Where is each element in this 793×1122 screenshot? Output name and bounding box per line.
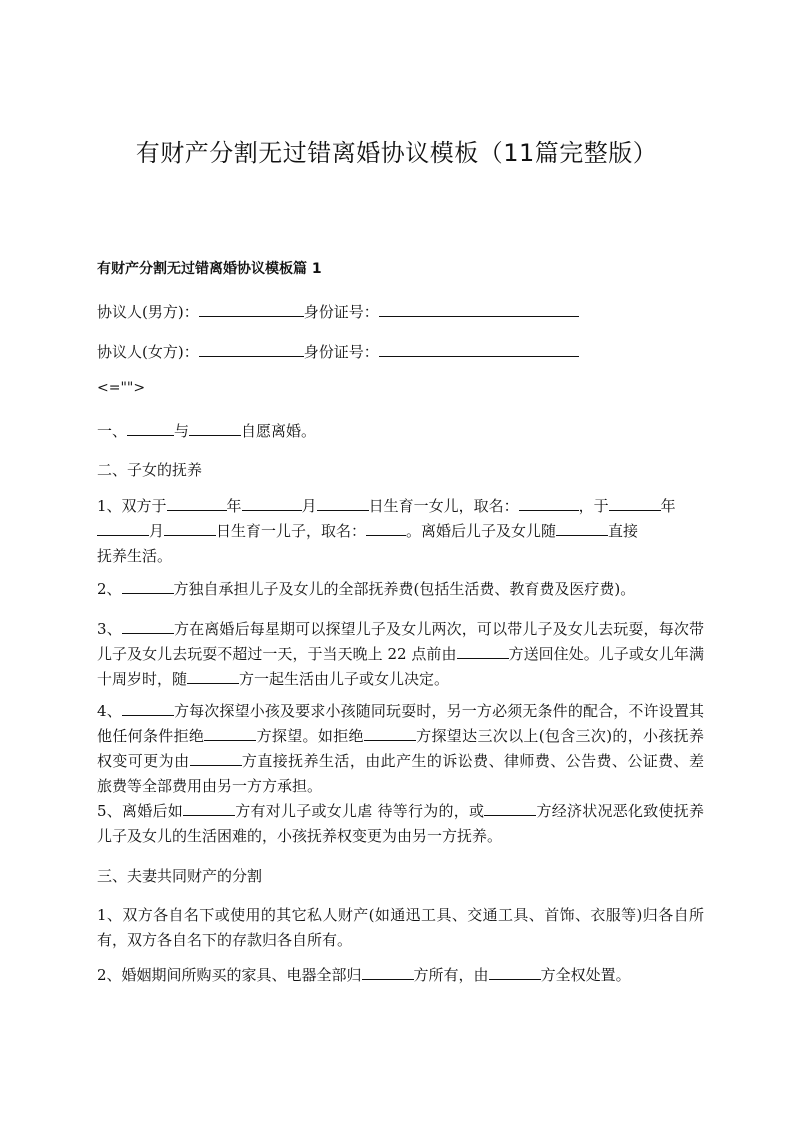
clause-text: 5、离婚后如 <box>97 802 184 820</box>
clause-text: ，于 <box>578 497 609 515</box>
clause-text: 自愿离婚。 <box>241 422 317 440</box>
clause-text: 抚养生活。 <box>97 547 173 565</box>
blank-field <box>366 520 406 536</box>
clause-2-heading: 二、子女的抚养 <box>97 461 203 479</box>
clause-text: 1、双方于 <box>97 497 167 515</box>
clause-2-1 <box>97 494 704 569</box>
party-female-line <box>97 340 704 365</box>
blank-field <box>122 618 174 634</box>
party-male-label: 协议人(男方)： <box>97 303 199 321</box>
blank-field <box>379 301 579 317</box>
blank-field <box>242 495 302 511</box>
blank-field <box>489 964 541 980</box>
clause-3-2 <box>97 963 704 988</box>
blank-field <box>122 700 174 716</box>
id-label: 身份证号： <box>303 303 379 321</box>
clause-text: 与 <box>174 422 190 440</box>
clause-text: 直接 <box>608 522 639 540</box>
clause-1 <box>97 419 704 444</box>
blank-field <box>519 495 579 511</box>
clause-text: 方直接抚养生活，由此产生的诉讼费、律师费、公告费、公证费、差旅费等全部费用由另一方方承担。 <box>97 752 704 795</box>
clause-text: 方探望达三次以上(包含三次)的，小孩抚养权变可更为由 <box>97 727 704 770</box>
blank-field <box>457 643 509 659</box>
clause-text: 2、 <box>97 580 122 598</box>
clause-text: 方每次探望小孩及要求小孩随同玩耍时，另一方必须无条件的配合，不许设置其他任何条件拒绝 <box>97 702 704 745</box>
clause-text: 。离婚后儿子及女儿随 <box>406 522 557 540</box>
party-female-label: 协议人(女方)： <box>97 343 199 361</box>
clause-text: 方探望。如拒绝 <box>256 727 364 745</box>
stray-markup: <=""> <box>97 380 146 396</box>
blank-field <box>484 800 536 816</box>
blank-field <box>190 750 242 766</box>
clause-2-5 <box>97 799 704 849</box>
clause-text: 年 <box>226 497 242 515</box>
blank-field <box>122 578 174 594</box>
clause-2-2 <box>97 577 704 602</box>
blank-field <box>127 420 174 436</box>
blank-field <box>199 341 304 357</box>
blank-field <box>379 341 579 357</box>
blank-field <box>97 520 149 536</box>
clause-text: 一、 <box>97 422 128 440</box>
clause-text: 月 <box>149 522 165 540</box>
clause-text: 方经济状况恶化致使抚养儿子及女儿的生活困难的，小孩抚养权变更为由另一方抚养。 <box>97 802 704 845</box>
clause-2-3 <box>97 617 704 692</box>
blank-field <box>364 725 416 741</box>
blank-field <box>164 520 216 536</box>
clause-text: 日生育一女儿，取名： <box>368 497 519 515</box>
clause-3-heading: 三、夫妻共同财产的分割 <box>97 867 263 885</box>
blank-field <box>199 301 304 317</box>
clause-text: 年 <box>660 497 676 515</box>
blank-field <box>167 495 227 511</box>
clause-text: 方所有，由 <box>413 966 489 984</box>
blank-field <box>187 668 239 684</box>
blank-field <box>317 495 369 511</box>
clause-text: 3、 <box>97 620 122 638</box>
blank-field <box>204 725 256 741</box>
clause-text: 方全权处置。 <box>540 966 631 984</box>
party-male-line <box>97 300 704 325</box>
section-heading: 有财产分割无过错离婚协议模板篇 1 <box>97 261 322 277</box>
clause-text: 月 <box>301 497 317 515</box>
clause-text: 4、 <box>97 702 122 720</box>
clause-text: 方一起生活由儿子或女儿决定。 <box>239 670 450 688</box>
blank-field <box>556 520 608 536</box>
blank-field <box>183 800 235 816</box>
clause-text: 方有对儿子或女儿虐 待等行为的，或 <box>235 802 485 820</box>
blank-field <box>189 420 241 436</box>
clause-text: 日生育一儿子，取名： <box>216 522 367 540</box>
blank-field <box>609 495 661 511</box>
document-title: 有财产分割无过错离婚协议模板（11篇完整版） <box>135 139 658 167</box>
clause-3-1: 1、双方各自名下或使用的其它私人财产(如通迅工具、交通工具、首饰、衣服等)归各自所有，双方各自名下的存款归各自所有。 <box>97 906 704 949</box>
blank-field <box>362 964 414 980</box>
clause-text: 方送回住处。儿子或女儿年满十周岁时，随 <box>97 645 704 688</box>
clause-text: 方在离婚后每星期可以探望儿子及女儿两次，可以带儿子及女儿去玩耍，每次带儿子及女儿去玩耍不超过一天，于当天晚上 22 点前由 <box>97 620 704 663</box>
clause-2-4 <box>97 699 704 799</box>
id-label: 身份证号： <box>303 343 379 361</box>
clause-text: 方独自承担儿子及女儿的全部抚养费(包括生活费、教育费及医疗费)。 <box>173 580 636 598</box>
clause-text: 2、婚姻期间所购买的家具、电器全部归 <box>97 966 362 984</box>
